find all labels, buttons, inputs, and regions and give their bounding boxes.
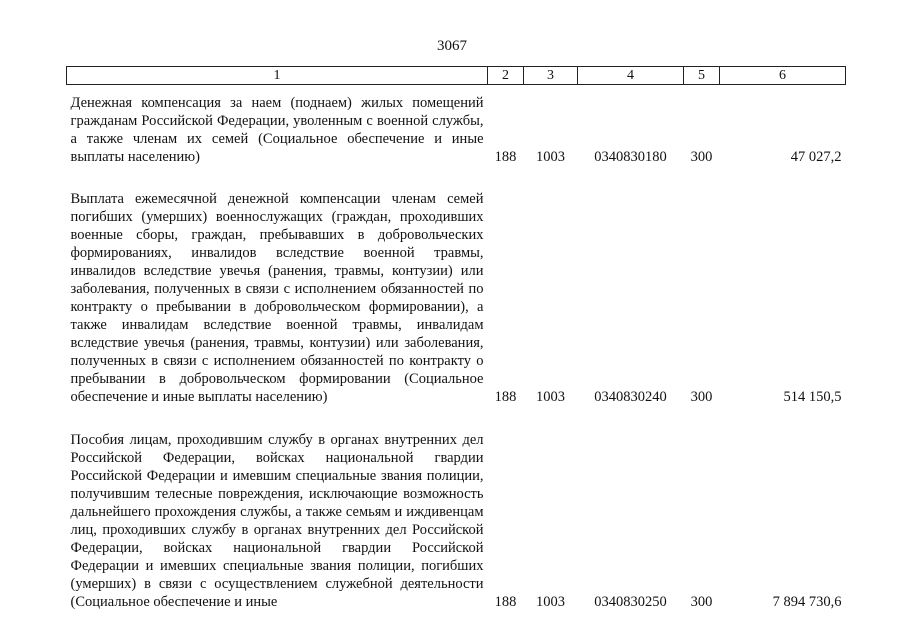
row-target-code: 0340830180 — [594, 149, 667, 165]
budget-table — [66, 66, 846, 611]
header-row — [67, 67, 846, 85]
row-expense-type: 300 — [690, 594, 713, 610]
header-col-5: 5 — [684, 67, 720, 85]
row-expense-type: 300 — [690, 149, 713, 165]
table-row — [67, 85, 846, 167]
row-description: Денежная компенсация за наем (поднаем) жилых помещений гражданам Российской Федерации, уволенным с военной службы, а также членам их семей (Социальное обеспечение и иные выплаты населению) — [70, 95, 484, 165]
row-description: Пособия лицам, проходившим службу в органах внутренних дел Российской Федерации, войсках национальной гвардии Российской Федерации и имевшим специальные звания полиции, получившим телесные повреждения, исключающие возможность дальнейшего прохождения службы, а также семьям и иждивенцам лиц, проходивших службу в органах внутренних дел Российской Федерации, войсках национальной гвардии Российской Федерации и имевших специальные звания полиции, погибших (умерших) в связи с осуществлением служебной деятельности (Социальное обеспечение и иные — [70, 432, 484, 610]
header-col-1: 1 — [67, 67, 488, 85]
row-ministry-code: 188 — [494, 149, 517, 165]
page-number: 3067 — [437, 38, 467, 54]
row-section-code: 1003 — [536, 594, 565, 610]
row-target-code: 0340830240 — [594, 389, 667, 405]
row-section-code: 1003 — [536, 389, 565, 405]
row-target-code: 0340830250 — [594, 594, 667, 610]
row-section-code: 1003 — [536, 149, 565, 165]
table-header — [67, 67, 846, 85]
header-col-4: 4 — [578, 67, 684, 85]
table-row — [67, 406, 846, 611]
row-amount: 7 894 730,6 — [772, 594, 842, 610]
header-col-3: 3 — [524, 67, 578, 85]
row-expense-type: 300 — [690, 389, 713, 405]
table-row — [67, 166, 846, 406]
header-col-6: 6 — [720, 67, 846, 85]
header-col-2: 2 — [488, 67, 524, 85]
row-ministry-code: 188 — [494, 389, 517, 405]
row-amount: 47 027,2 — [790, 149, 842, 165]
row-ministry-code: 188 — [494, 594, 517, 610]
row-description: Выплата ежемесячной денежной компенсации членам семей погибших (умерших) военнослужащих (граждан, проходивших военные сборы, граждан, пребывавших в добровольческих формированиях, инвалидов вследствие военной травмы, инвалидов вследствие увечья (ранения, травмы, контузии) или заболевания, полученных в связи с исполнением обязанностей по контракту о пребывании в добровольческом формировании), а также инвалидам вследствие военной травмы, инвалидам вследствие увечья (ранения, травмы, контузии) или заболевания, полученных в связи с исполнением обязанностей по контракту о пребывании в добровольческом формировании (Социальное обеспечение и иные выплаты населению) — [70, 191, 484, 405]
row-amount: 514 150,5 — [783, 389, 842, 405]
